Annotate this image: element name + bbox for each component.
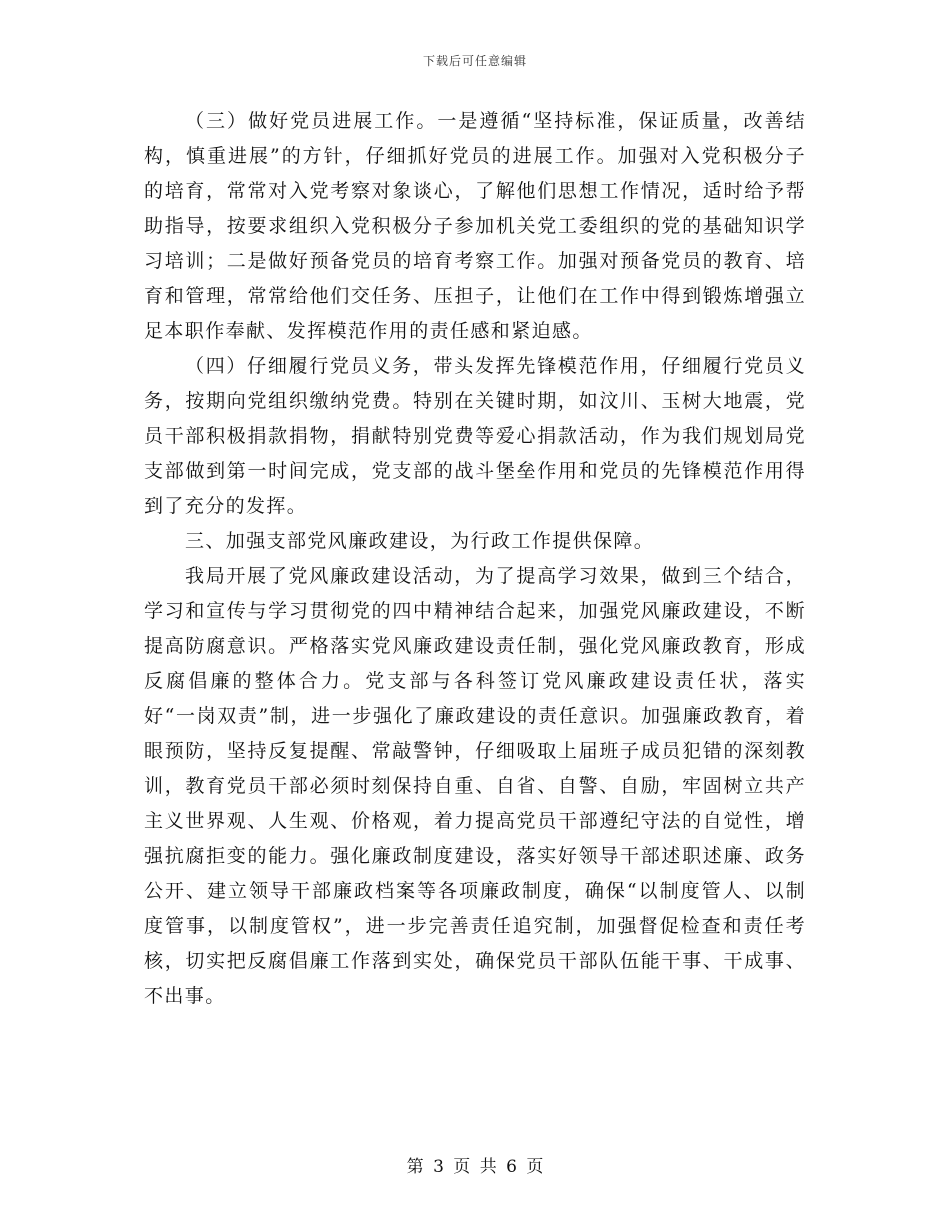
paragraph-party-member-duties: （四）仔细履行党员义务，带头发挥先锋模范作用，仔细履行党员义务，按期向党组织缴纳党费。特别在关键时期，如汶川、玉树大地震，党员干部积极捐款捐物，捐献特别党费等爱心捐款活动，作为我们规划局党支部做到第一时间完成，党支部的战斗堡垒作用和党员的先锋模范作用得到了充分的发挥。: [144, 355, 806, 517]
page-number: 第 3 页 共 6 页: [406, 1157, 544, 1177]
document-body: [144, 104, 806, 1014]
paragraph-party-member-development: （三）做好党员进展工作。一是遵循“坚持标准，保证质量，改善结构，慎重进展”的方针，仔细抓好党员的进展工作。加强对入党积极分子的培育，常常对入党考察对象谈心，了解他们思想工作情况，适时给予帮助指导，按要求组织入党积极分子参加机关党工委组织的党的基础知识学习培训；二是做好预备党员的培育考察工作。加强对预备党员的教育、培育和管理，常常给他们交任务、压担子，让他们在工作中得到锻炼增强立足本职作奉献、发挥模范作用的责任感和紧迫感。: [144, 110, 806, 342]
section-heading-integrity: 三、加强支部党风廉政建设，为行政工作提供保障。: [185, 530, 655, 552]
paragraph-integrity-building: 我局开展了党风廉政建设活动，为了提高学习效果，做到三个结合，学习和宣传与学习贯彻党的四中精神结合起来，加强党风廉政建设，不断提高防腐意识。严格落实党风廉政建设责任制，强化党风廉政教育，形成反腐倡廉的整体合力。党支部与各科签订党风廉政建设责任状，落实好“一岗双责”制，进一步强化了廉政建设的责任意识。加强廉政教育，着眼预防，坚持反复提醒、常敲警钟，仔细吸取上届班子成员犯错的深刻教训，教育党员干部必须时刻保持自重、自省、自警、自励，牢固树立共产主义世界观、人生观、价格观，着力提高党员干部遵纪守法的自觉性，增强抗腐拒变的能力。强化廉政制度建设，落实好领导干部述职述廉、政务公开、建立领导干部廉政档案等各项廉政制度，确保“以制度管人、以制度管事，以制度管权”，进一步完善责任追究制，加强督促检查和责任考核，切实把反腐倡廉工作落到实处，确保党员干部队伍能干事、干成事、不出事。: [144, 565, 806, 1007]
page-header: 下载后可任意编辑: [422, 54, 527, 68]
